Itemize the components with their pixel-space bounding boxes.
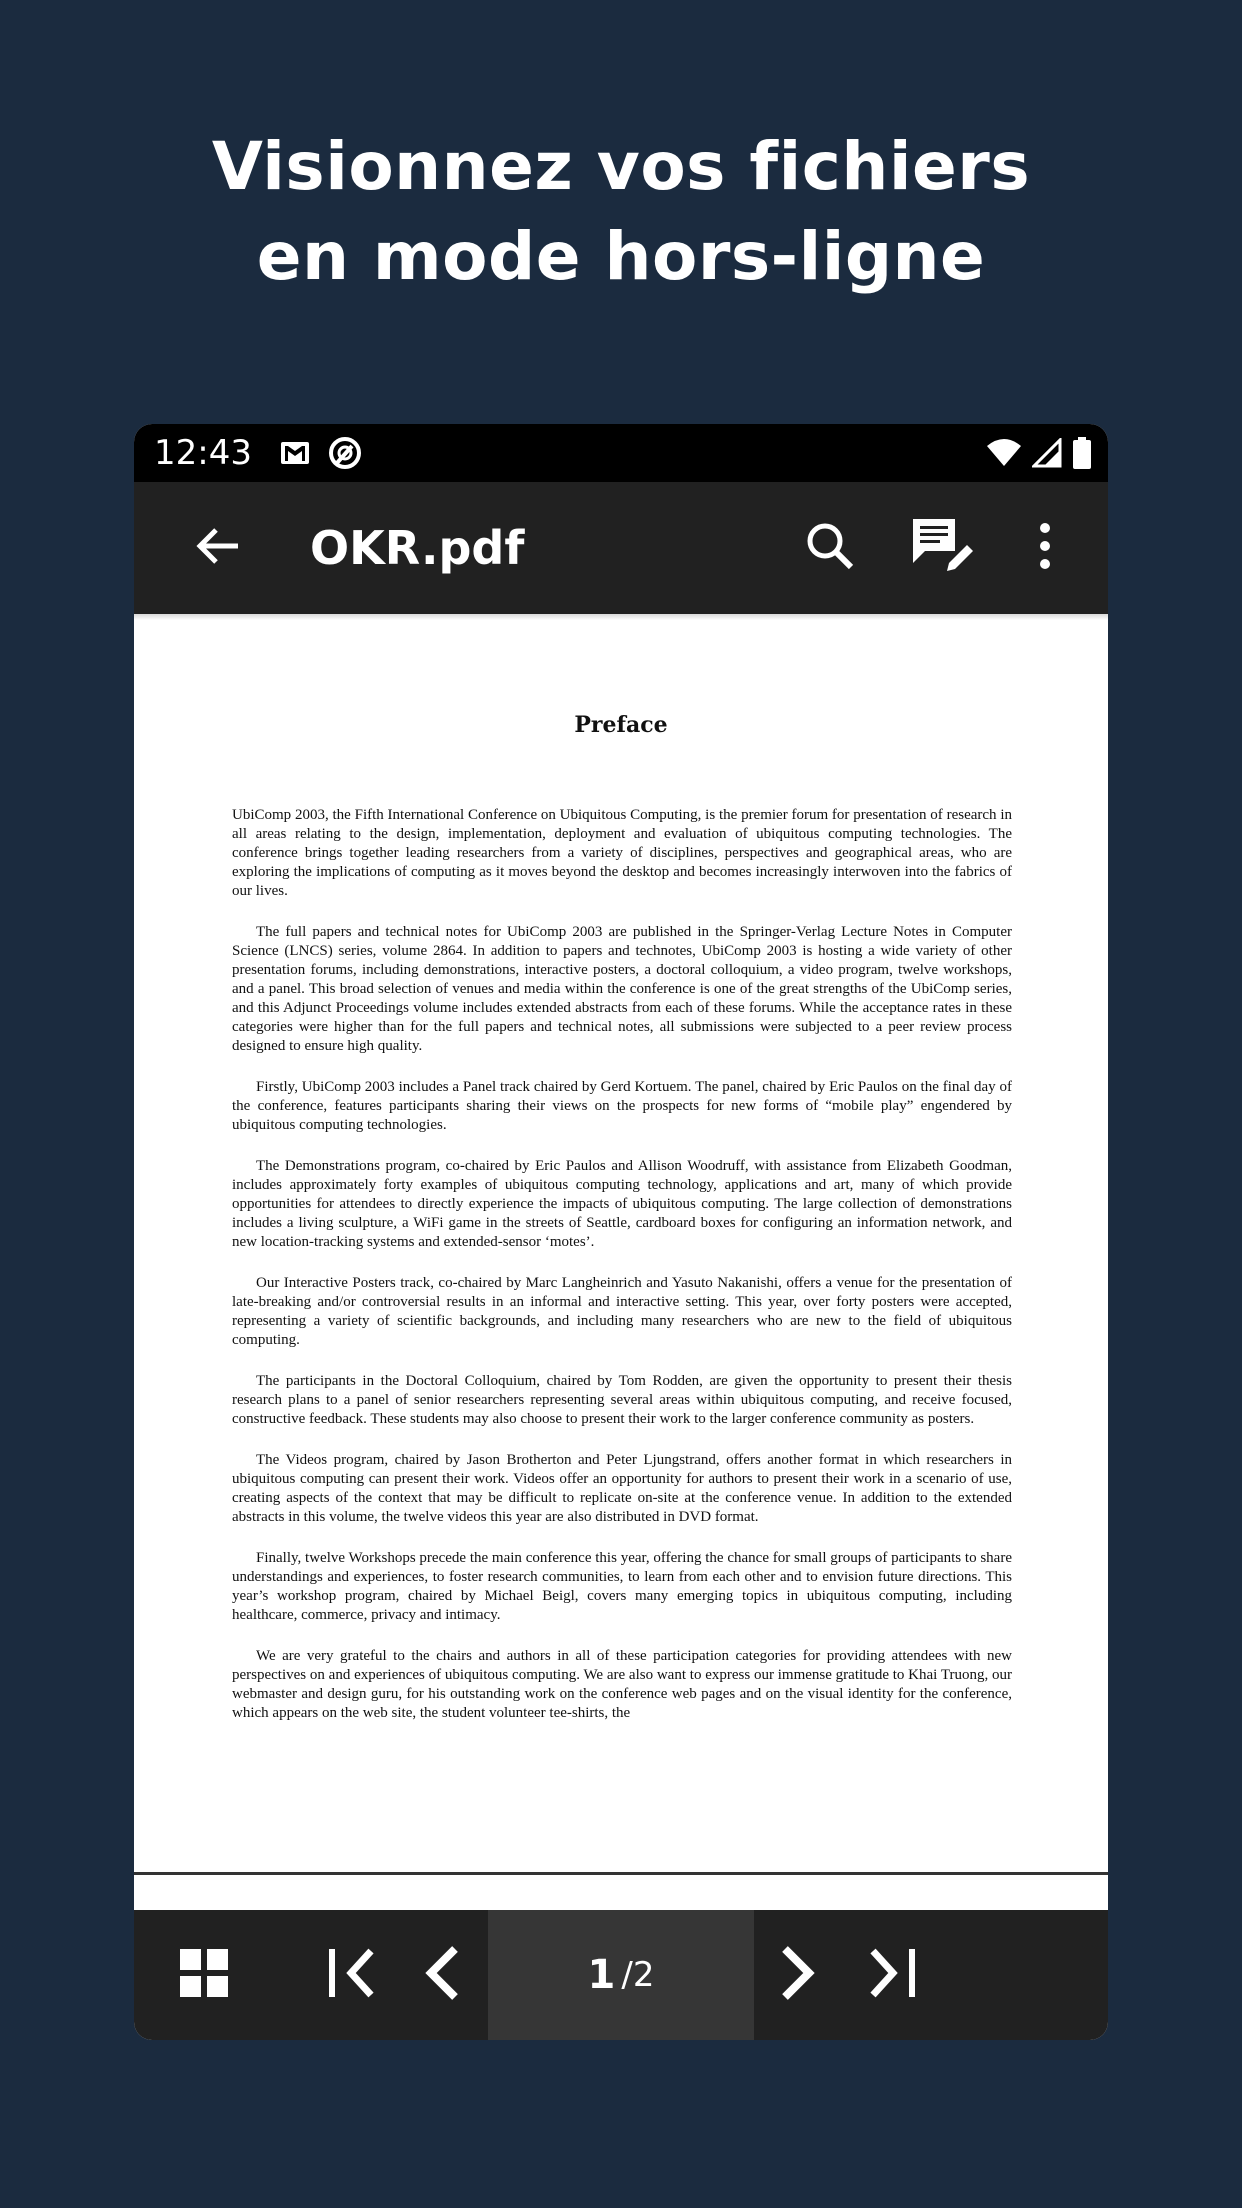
previous-page-icon [423, 1945, 459, 2006]
paragraph: UbiComp 2003, the Fifth International Conference on Ubiquitous Computing, is the premier forum for presentation of research in all areas relating to the design, implementation, deployment and evaluation of ubiquitous computing technologies. The conference brings together leading researchers from a variety of disciplines, perspectives and geographical areas, who are exploring the implications of computing as it moves beyond the desktop and becomes increasingly interwoven into the fabrics of our lives. [232, 807, 1012, 899]
grid-view-icon [180, 1949, 228, 2002]
grid-view-button[interactable] [164, 1910, 244, 2040]
back-button[interactable] [178, 508, 258, 588]
previous-page-button[interactable] [406, 1910, 476, 2040]
wifi-icon [986, 438, 1022, 468]
total-pages: /2 [621, 1955, 655, 1995]
battery-icon [1072, 437, 1092, 469]
page-shadow [134, 614, 1108, 620]
sync-icon [328, 436, 362, 470]
status-bar [134, 424, 1108, 482]
signal-icon [1032, 438, 1062, 468]
status-time: 12:43 [154, 433, 252, 473]
more-options-button[interactable] [1010, 498, 1080, 598]
next-page-icon [781, 1945, 817, 2006]
pdf-page[interactable] [134, 614, 1108, 1900]
page-indicator[interactable] [488, 1910, 754, 2040]
headline-line-1: Visionnez vos fichiers [211, 128, 1031, 205]
page-separator [134, 1872, 1108, 1875]
current-page: 1 [587, 1952, 616, 1998]
paragraph: The Demonstrations program, co-chaired by Eric Paulos and Allison Woodruff, with assistance from Elizabeth Goodman, includes approximately forty examples of ubiquitous computing technology, applications and art, many of which provide opportunities for attendees to directly experience the impacts of ubiquitous computing. The large collection of demonstrations includes a living sculpture, a WiFi game in the streets of Seattle, cardboard boxes for configuring an information network, and new location-tracking systems and extended-sensor ‘motes’. [232, 1158, 1012, 1250]
annotate-comment-icon [911, 517, 973, 580]
search-button[interactable] [780, 498, 880, 598]
back-arrow-icon [196, 526, 240, 571]
app-bar [134, 482, 1108, 614]
search-icon [805, 521, 855, 576]
more-vert-icon [1039, 522, 1051, 575]
paragraph: The full papers and technical notes for UbiComp 2003 are published in the Springer-Verlag Lecture Notes in Computer Science (LNCS) series, volume 2864. In addition to papers and technotes, UbiComp 2003 is hosting a wide variety of other presentation forums, including demonstrations, interactive posters, a doctoral colloquium, a video program, twelve workshops, and a panel. This broad selection of venues and media within the conference is one of the great strengths of the UbiComp series, and this Adjunct Proceedings volume includes extended abstracts from each of these forums. While the acceptance rates in these categories were higher than for the full papers and technical notes, all submissions were subjected to a peer review process designed to ensure high quality. [232, 924, 1012, 1054]
phone-screen [134, 424, 1108, 2040]
document-title: OKR.pdf [310, 521, 525, 575]
next-page-button[interactable] [764, 1910, 834, 2040]
paragraph: Firstly, UbiComp 2003 includes a Panel track chaired by Gerd Kortuem. The panel, chaired by Eric Paulos on the final day of the conference, features participants sharing their views on the prospects for new forms of “mobile play” engendered by ubiquitous computing technologies. [232, 1079, 1012, 1133]
headline-line-2: en mode hors-ligne [256, 218, 986, 295]
first-page-button[interactable] [312, 1910, 392, 2040]
annotate-button[interactable] [892, 498, 992, 598]
preface-title: Preface [574, 712, 668, 738]
paragraph: Our Interactive Posters track, co-chaired by Marc Langheinrich and Yasuto Nakanishi, offers a venue for the presentation of late-breaking and/or controversial results in an informal and interactive setting. This year, over forty posters were accepted, representing a variety of scientific backgrounds, and including many researchers who are new to the field of ubiquitous computing. [232, 1275, 1012, 1348]
first-page-icon [327, 1947, 377, 2004]
paragraph: The Videos program, chaired by Jason Brotherton and Peter Ljungstrand, offers another format in which researchers in ubiquitous computing can present their work. Videos offer an opportunity for authors to present their work in a scenario of use, creating aspects of the context that may be difficult to replicate on-site at the conference venue. In addition to the extended abstracts in this volume, the twelve videos this year are also distributed in DVD format. [232, 1452, 1012, 1525]
paragraph: We are very grateful to the chairs and authors in all of these participation categories for providing attendees with new perspectives on and experiences of ubiquitous computing. We are also want to express our immense gratitude to Khai Truong, our webmaster and design guru, for his outstanding work on the conference web pages and on the visual identity for the conference, which appears on the web site, the student volunteer tee-shirts, the [232, 1648, 1012, 1721]
preface-body [232, 806, 1012, 1745]
promo-headline [0, 122, 1242, 302]
page-navigation-bar [134, 1910, 1108, 2040]
last-page-button[interactable] [852, 1910, 932, 2040]
paragraph: Finally, twelve Workshops precede the main conference this year, offering the chance for small groups of participants to share understandings and experiences, to foster research communities, to learn from each other and to envision future directions. This year’s workshop program, chaired by Michael Beigl, covers many emerging topics in ubiquitous computing, including healthcare, commerce, privacy and intimacy. [232, 1550, 1012, 1623]
paragraph: The participants in the Doctoral Colloquium, chaired by Tom Rodden, are given the opportunity to present their thesis research plans to a panel of senior researchers representing several areas within ubiquitous computing, and receive focused, constructive feedback. These students may also choose to present their work to the larger conference community as posters. [232, 1373, 1012, 1427]
last-page-icon [867, 1947, 917, 2004]
gmail-icon [280, 441, 310, 465]
